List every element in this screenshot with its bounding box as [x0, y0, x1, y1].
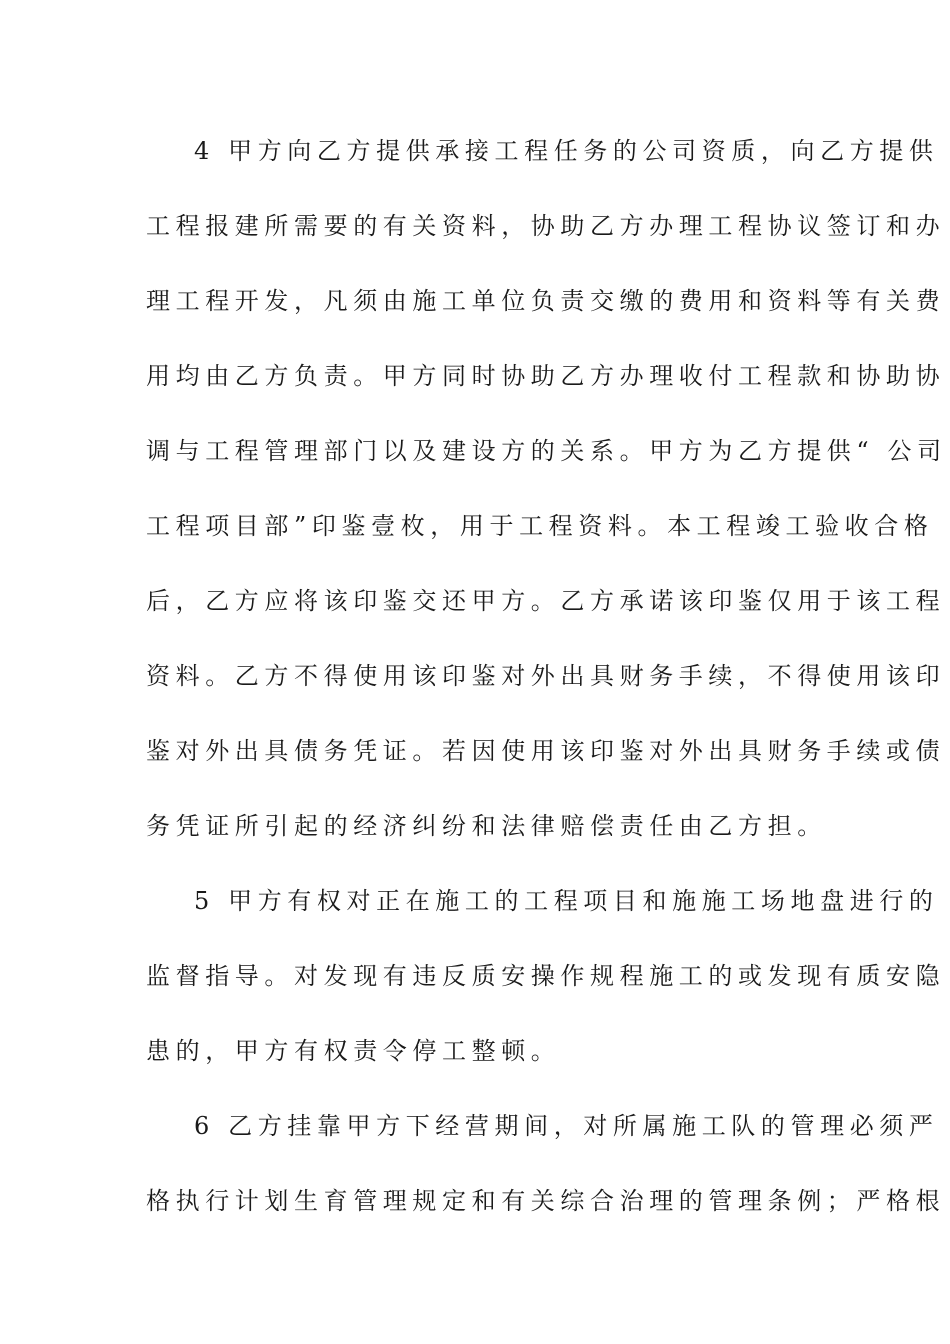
paragraph-line: 患的，甲方有权责令停工整顿。 [146, 1037, 561, 1065]
paragraph-line: 监督指导。对发现有违反质安操作规程施工的或发现有质安隐 [146, 962, 946, 990]
paragraph-line: 5 甲方有权对正在施工的工程项目和施施工场地盘进行的 [194, 887, 939, 915]
paragraph-4 [146, 127, 947, 877]
paragraph-line: 鉴对外出具债务凭证。若因使用该印鉴对外出具财务手续或债 [146, 737, 946, 765]
document-body [146, 127, 947, 1252]
paragraph-line: 4 甲方向乙方提供承接工程任务的公司资质，向乙方提供 [194, 137, 939, 165]
paragraph-5 [146, 877, 946, 1102]
paragraph-line: 工程项目部”印鉴壹枚，用于工程资料。本工程竣工验收合格 [146, 512, 934, 540]
paragraph-line: 务凭证所引起的经济纠纷和法律赔偿责任由乙方担。 [146, 812, 827, 840]
paragraph-line: 资料。乙方不得使用该印鉴对外出具财务手续，不得使用该印 [146, 662, 946, 690]
paragraph-line: 理工程开发，凡须由施工单位负责交缴的费用和资料等有关费 [146, 287, 946, 315]
paragraph-line: 格执行计划生育管理规定和有关综合治理的管理条例；严格根 [146, 1187, 946, 1215]
paragraph-line: 工程报建所需要的有关资料，协助乙方办理工程协议签订和办 [146, 212, 946, 240]
paragraph-line: 调与工程管理部门以及建设方的关系。甲方为乙方提供“ 公司 [146, 437, 947, 465]
paragraph-line: 6 乙方挂靠甲方下经营期间，对所属施工队的管理必须严 [194, 1112, 939, 1140]
paragraph-line: 后，乙方应将该印鉴交还甲方。乙方承诺该印鉴仅用于该工程 [146, 587, 946, 615]
paragraph-line: 用均由乙方负责。甲方同时协助乙方办理收付工程款和协助协 [146, 362, 946, 390]
paragraph-6 [146, 1102, 946, 1252]
